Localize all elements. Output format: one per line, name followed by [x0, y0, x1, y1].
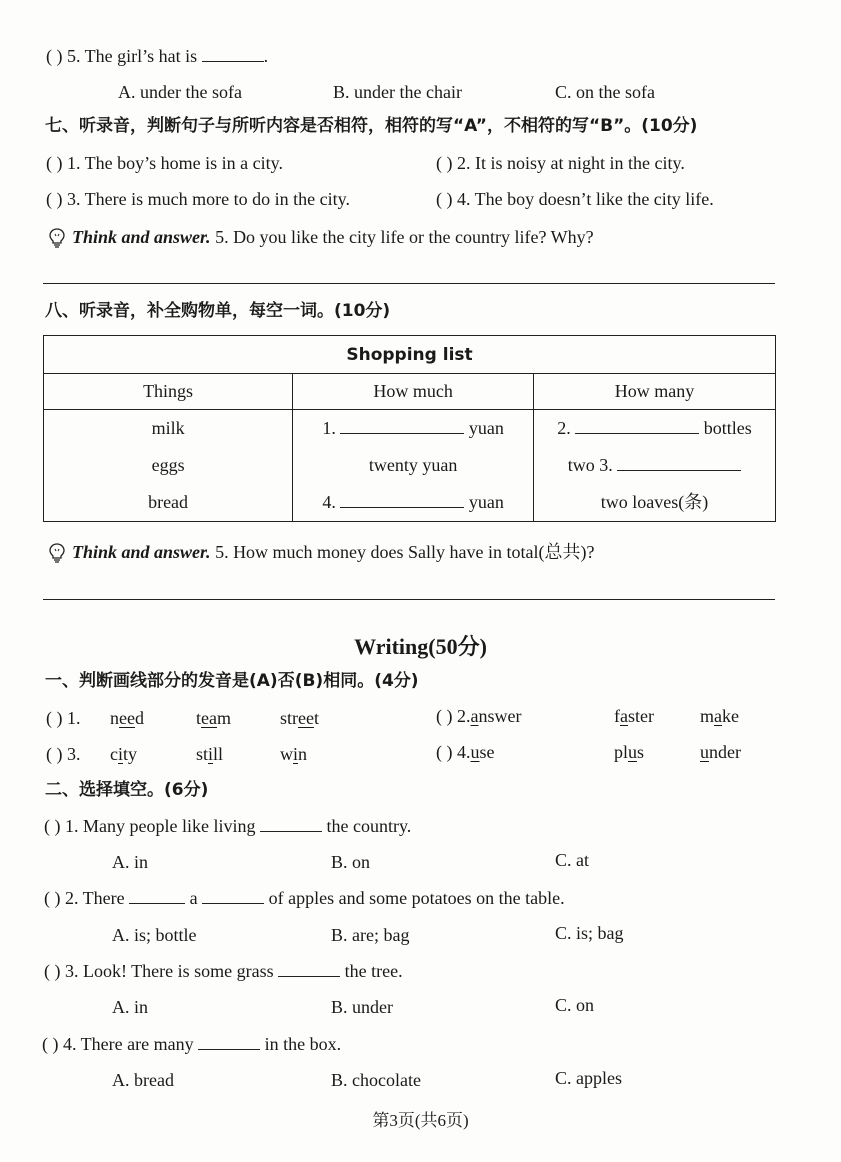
option-b: B. chocolate: [331, 1070, 421, 1090]
how-much-cell: [293, 410, 534, 522]
option-b: B. are; bag: [331, 925, 410, 945]
phonics-word: team: [196, 708, 232, 728]
answer-paren[interactable]: ( ): [42, 1034, 59, 1054]
phonics-word: plus: [614, 742, 645, 762]
answer-blank[interactable]: [202, 887, 264, 904]
answer-blank[interactable]: [340, 491, 464, 508]
answer-paren[interactable]: ( ): [46, 153, 63, 173]
page-number: 第3页(共6页): [372, 1111, 469, 1130]
answer-blank[interactable]: [575, 417, 699, 434]
option-c: C. on the sofa: [555, 82, 655, 102]
mc-question-1: ( ) 1. Many people like living the country.: [44, 816, 412, 836]
answer-blank[interactable]: [129, 887, 185, 904]
think-answer-8: [46, 541, 595, 563]
phonics-word: still: [196, 744, 224, 764]
answer-blank[interactable]: [278, 960, 340, 977]
think-label: Think and answer.: [72, 542, 211, 562]
answer-paren[interactable]: ( ): [436, 706, 453, 726]
option-b: B. on: [331, 852, 371, 872]
table-caption: Shopping list: [44, 336, 776, 374]
q5-line: ( ) 5. The girl’s hat is .: [46, 46, 269, 66]
answer-paren[interactable]: ( ): [436, 742, 453, 762]
phonics-word: faster: [614, 706, 654, 726]
table-item: 4. yuan: [322, 492, 504, 512]
writing-section-2-heading: 二、选择填空。(6分): [45, 780, 209, 800]
table-item: milk: [151, 418, 185, 438]
answer-blank[interactable]: [198, 1033, 260, 1050]
option-c: C. apples: [555, 1068, 622, 1088]
sec7-item-3: ( ) 3. There is much more to do in the city.: [46, 189, 350, 209]
option-a: A. is; bottle: [112, 925, 197, 945]
think-label: Think and answer.: [72, 227, 211, 247]
phonics-word: win: [280, 744, 308, 764]
lightbulb-icon: [46, 226, 68, 248]
answer-paren[interactable]: ( ): [436, 189, 453, 209]
writing-section-1-heading: 一、判断画线部分的发音是(A)否(B)相同。(4分): [45, 671, 419, 691]
option-c: C. is; bag: [555, 923, 624, 943]
table-item: eggs: [151, 455, 185, 475]
option-b: B. under the chair: [333, 82, 462, 102]
col-header-how-much: How much: [293, 374, 534, 410]
answer-paren[interactable]: ( ): [436, 153, 453, 173]
sec7-item-2: ( ) 2. It is noisy at night in the city.: [436, 153, 685, 173]
mc-question-2: ( ) 2. There a of apples and some potatoes on the table.: [44, 888, 565, 908]
answer-paren[interactable]: ( ): [44, 961, 61, 981]
answer-blank[interactable]: [340, 417, 464, 434]
sec7-item-1: ( ) 1. The boy’s home is in a city.: [46, 153, 283, 173]
writing-title: Writing(50分): [354, 634, 487, 659]
phonics-word: need: [110, 708, 144, 728]
think-question: 5. How much money does Sally have in total(总共)?: [215, 542, 595, 562]
phonics-word: make: [700, 706, 740, 726]
lightbulb-icon: [46, 541, 68, 563]
phonics-row-1: ( ) 1.: [46, 708, 81, 728]
option-c: C. at: [555, 850, 589, 870]
think-answer-7: [46, 226, 594, 248]
answer-line[interactable]: [43, 283, 775, 284]
answer-blank[interactable]: [617, 454, 741, 471]
table-item: 1. yuan: [322, 418, 504, 438]
answer-paren[interactable]: ( ): [46, 189, 63, 209]
option-a: A. in: [112, 852, 148, 872]
mc-question-4: ( ) 4. There are many in the box.: [42, 1034, 342, 1054]
answer-paren[interactable]: ( ): [46, 708, 63, 728]
answer-blank[interactable]: [260, 815, 322, 832]
answer-blank[interactable]: [202, 45, 264, 62]
phonics-row-3: ( ) 3.: [46, 744, 81, 764]
table-item: two 3.: [534, 447, 775, 484]
phonics-word: under: [700, 742, 741, 762]
section-7-heading: 七、听录音，判断句子与所听内容是否相符，相符的写“A”，不相符的写“B”。(10分): [45, 116, 698, 136]
answer-paren[interactable]: ( ): [46, 744, 63, 764]
phonics-word: street: [280, 708, 319, 728]
answer-paren[interactable]: ( ): [46, 46, 63, 66]
option-a: A. in: [112, 997, 148, 1017]
shopping-list-table: [43, 335, 776, 522]
sec7-item-4: ( ) 4. The boy doesn’t like the city life.: [436, 189, 714, 209]
answer-line[interactable]: [43, 599, 775, 600]
things-cell: [44, 410, 293, 522]
phonics-word: city: [110, 744, 138, 764]
table-item: 2. bottles: [557, 418, 752, 438]
answer-paren[interactable]: ( ): [44, 888, 61, 908]
table-item: bread: [148, 492, 189, 512]
section-8-heading: 八、听录音，补全购物单，每空一词。(10分): [45, 301, 391, 321]
option-b: B. under: [331, 997, 393, 1017]
option-a: A. under the sofa: [118, 82, 242, 102]
phonics-row-4: ( ) 4.use: [436, 742, 495, 762]
question-stem: 5. The girl’s hat is: [67, 46, 198, 66]
table-item: two loaves(条): [600, 492, 709, 512]
option-a: A. bread: [112, 1070, 174, 1090]
col-header-how-many: How many: [534, 374, 776, 410]
table-item: twenty yuan: [368, 455, 458, 475]
col-header-things: Things: [44, 374, 293, 410]
think-question: 5. Do you like the city life or the country life? Why?: [215, 227, 594, 247]
option-c: C. on: [555, 995, 595, 1015]
how-many-cell: [534, 410, 776, 522]
mc-question-3: ( ) 3. Look! There is some grass the tree.: [44, 961, 403, 981]
phonics-row-2: ( ) 2.answer: [436, 706, 522, 726]
answer-paren[interactable]: ( ): [44, 816, 61, 836]
